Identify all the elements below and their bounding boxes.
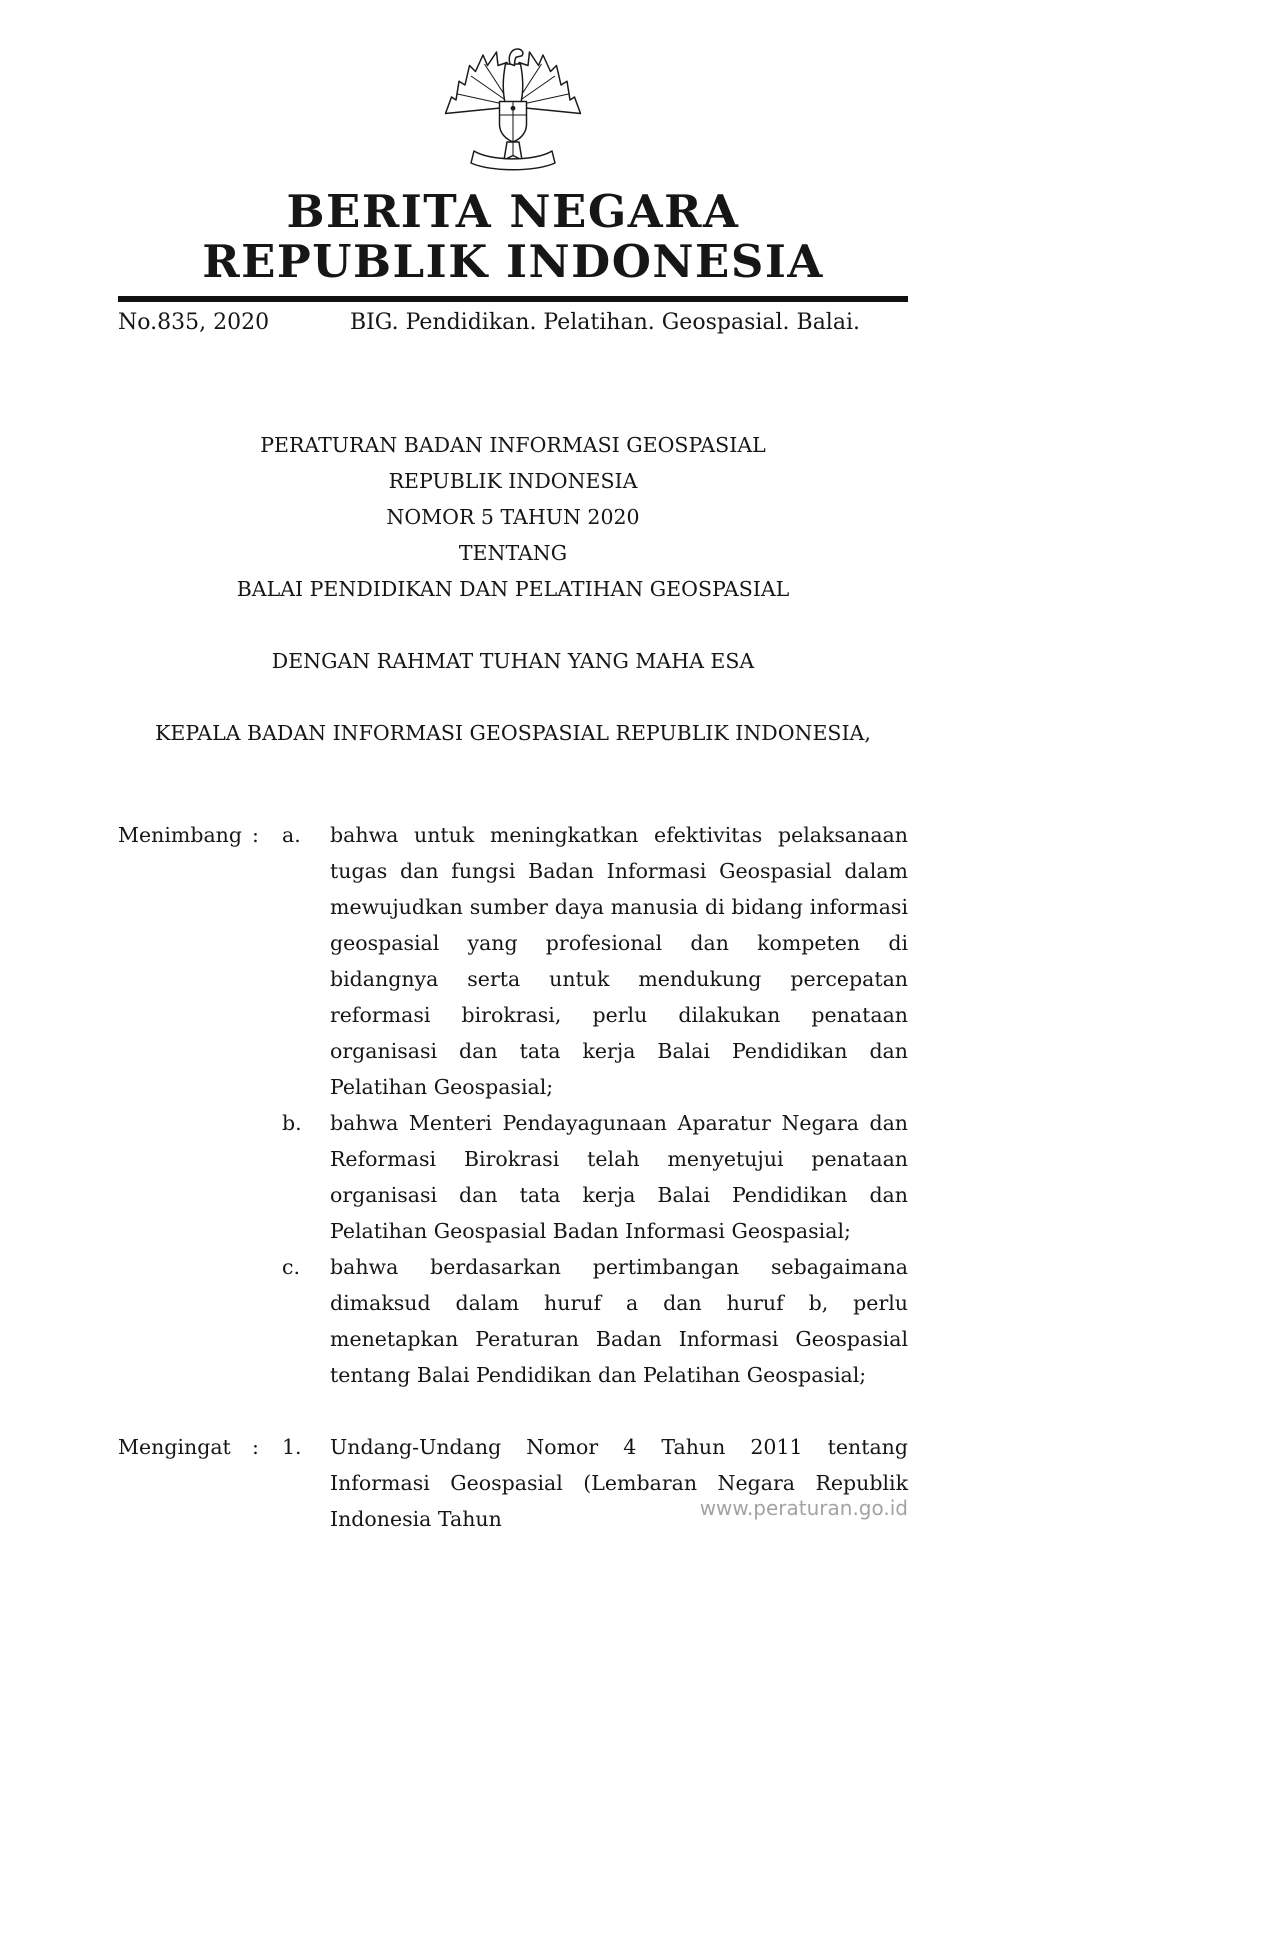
item-marker: 1. <box>282 1434 302 1459</box>
considerations-colon: : <box>252 822 259 847</box>
regulation-title-line-4: TENTANG <box>458 540 568 565</box>
item-text: bahwa Menteri Pendayagunaan Aparatur Negara dan Reformasi Birokrasi telah menyetujui penataan organisasi dan tata kerja Balai Pendidikan dan Pelatihan Geospasial Badan Informasi Geospasial; <box>330 1110 908 1243</box>
regulation-title-line-2: REPUBLIK INDONESIA <box>388 468 638 493</box>
considerations-items <box>282 817 908 1393</box>
legal-basis-section <box>118 1429 908 1537</box>
consideration-item <box>282 817 908 1105</box>
item-marker: a. <box>282 822 301 847</box>
legal-basis-items <box>282 1429 908 1537</box>
item-marker: c. <box>282 1254 300 1279</box>
regulation-title-line-5: BALAI PENDIDIKAN DAN PELATIHAN GEOSPASIAL <box>236 576 790 601</box>
regulation-title-line-3: NOMOR 5 TAHUN 2020 <box>386 504 640 529</box>
item-text: Undang-Undang Nomor 4 Tahun 2011 tentang Informasi Geospasial (Lembaran Negara Republik Indonesia Tahun <box>330 1434 908 1531</box>
item-text: bahwa berdasarkan pertimbangan sebagaimana dimaksud dalam huruf a dan huruf b, perlu menetapkan Peraturan Badan Informasi Geospasial tentang Balai Pendidikan dan Pelatihan Geospasial; <box>330 1254 908 1387</box>
regulation-title-block <box>118 427 908 607</box>
considerations-section <box>118 817 908 1393</box>
masthead <box>118 187 908 288</box>
footer-watermark: www.peraturan.go.id <box>699 1496 908 1520</box>
item-marker: b. <box>282 1110 302 1135</box>
gazette-number: No.835, 2020 <box>118 309 270 335</box>
garuda-emblem <box>438 40 588 175</box>
regulation-title-line-1: PERATURAN BADAN INFORMASI GEOSPASIAL <box>260 432 766 457</box>
legal-basis-colon: : <box>252 1434 259 1459</box>
legal-basis-item <box>282 1429 908 1537</box>
consideration-item <box>282 1249 908 1393</box>
masthead-title-line-2: REPUBLIK INDONESIA <box>202 235 824 289</box>
issuing-official-line: KEPALA BADAN INFORMASI GEOSPASIAL REPUBLIK INDONESIA, <box>155 720 871 745</box>
legal-basis-label: Mengingat <box>118 1434 231 1459</box>
regulation-body <box>118 817 908 1537</box>
gazette-meta-row <box>118 310 908 335</box>
considerations-label: Menimbang <box>118 822 242 847</box>
emblem-container <box>118 0 908 179</box>
masthead-divider-rule <box>118 296 908 302</box>
item-text: bahwa untuk meningkatkan efektivitas pelaksanaan tugas dan fungsi Badan Informasi Geospasial dalam mewujudkan sumber daya manusia di bidang informasi geospasial yang profesional dan kompeten di bidangnya serta untuk mendukung percepatan reformasi birokrasi, perlu dilakukan penataan organisasi dan tata kerja Balai Pendidikan dan Pelatihan Geospasial; <box>330 822 908 1099</box>
consideration-item <box>282 1105 908 1249</box>
invocation-line: DENGAN RAHMAT TUHAN YANG MAHA ESA <box>271 648 755 673</box>
gazette-subject: BIG. Pendidikan. Pelatihan. Geospasial. Balai. <box>349 309 860 335</box>
masthead-title-line-1: BERITA NEGARA <box>286 185 740 238</box>
